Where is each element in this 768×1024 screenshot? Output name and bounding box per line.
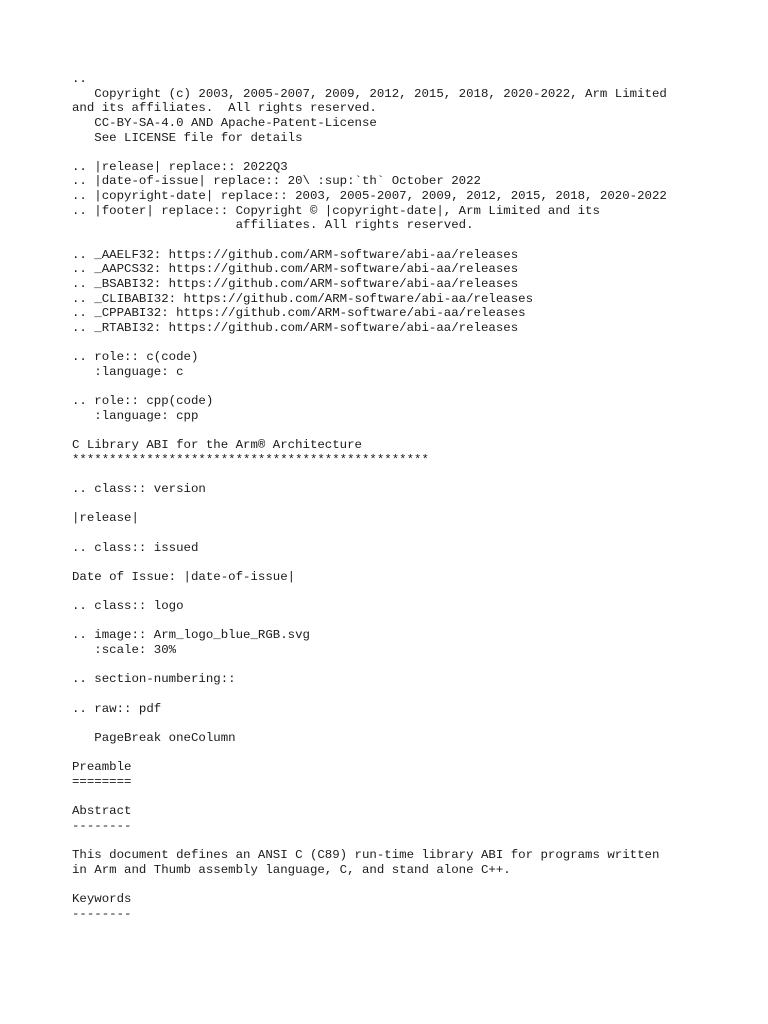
link-target-rtabi32: .. _RTABI32: https://github.com/ARM-software/abi-aa/releases <box>72 320 519 335</box>
class-logo-directive: .. class:: logo <box>72 599 184 614</box>
blank-line <box>72 877 732 892</box>
copyright-line: Copyright (c) 2003, 2005-2007, 2009, 2012, 2015, 2018, 2020-2022, Arm Limited <box>72 86 667 101</box>
role-c-directive: .. role:: c(code) <box>72 350 199 365</box>
footer-substitution: .. |footer| replace:: Copyright © |copyright-date|, Arm Limited and its <box>72 203 600 218</box>
abstract-heading: Abstract <box>72 804 132 819</box>
section-numbering-directive: .. section-numbering:: <box>72 672 236 687</box>
abstract-underline: -------- <box>72 818 132 833</box>
blank-line <box>72 526 732 541</box>
document-page <box>72 72 732 921</box>
release-substitution: .. |release| replace:: 2022Q3 <box>72 159 288 174</box>
link-target-aaelf32: .. _AAELF32: https://github.com/ARM-software/abi-aa/releases <box>72 247 519 262</box>
link-target-bsabi32: .. _BSABI32: https://github.com/ARM-software/abi-aa/releases <box>72 276 519 291</box>
keywords-heading: Keywords <box>72 891 132 906</box>
blank-line <box>72 833 732 848</box>
abstract-text-line-1: This document defines an ANSI C (C89) run-time library ABI for programs written <box>72 847 660 862</box>
pagebreak-line: PageBreak oneColumn <box>72 730 236 745</box>
abstract-text-line-2: in Arm and Thumb assembly language, C, and stand alone C++. <box>72 862 511 877</box>
link-target-clibabi32: .. _CLIBABI32: https://github.com/ARM-software/abi-aa/releases <box>72 291 534 306</box>
preamble-heading: Preamble <box>72 760 132 775</box>
blank-line <box>72 336 732 351</box>
link-target-aapcs32: .. _AAPCS32: https://github.com/ARM-software/abi-aa/releases <box>72 262 519 277</box>
role-cpp-directive: .. role:: cpp(code) <box>72 394 214 409</box>
role-c-language: :language: c <box>72 364 184 379</box>
image-scale-option: :scale: 30% <box>72 642 177 657</box>
preamble-underline: ======== <box>72 774 132 789</box>
footer-substitution-continued: affiliates. All rights reserved. <box>72 218 474 233</box>
date-of-issue-line: Date of Issue: |date-of-issue| <box>72 569 296 584</box>
image-directive: .. image:: Arm_logo_blue_RGB.svg <box>72 628 310 643</box>
blank-line <box>72 233 732 248</box>
class-version-directive: .. class:: version <box>72 481 206 496</box>
blank-line <box>72 555 732 570</box>
title-underline: ************************************************ <box>72 452 429 467</box>
raw-pdf-directive: .. raw:: pdf <box>72 701 162 716</box>
blank-line <box>72 145 732 160</box>
blank-line <box>72 658 732 673</box>
role-cpp-language: :language: cpp <box>72 408 199 423</box>
copyright-line-continued: and its affiliates. All rights reserved. <box>72 101 377 116</box>
comment-marker: .. <box>72 72 87 86</box>
blank-line <box>72 716 732 731</box>
license-note-line: See LICENSE file for details <box>72 130 303 145</box>
blank-line <box>72 423 732 438</box>
blank-line <box>72 467 732 482</box>
blank-line <box>72 745 732 760</box>
link-target-cppabi32: .. _CPPABI32: https://github.com/ARM-software/abi-aa/releases <box>72 306 526 321</box>
document-title: C Library ABI for the Arm® Architecture <box>72 438 362 453</box>
blank-line <box>72 789 732 804</box>
blank-line <box>72 584 732 599</box>
copyright-date-substitution: .. |copyright-date| replace:: 2003, 2005-2007, 2009, 2012, 2015, 2018, 2020-2022 <box>72 189 667 204</box>
keywords-underline: -------- <box>72 906 132 921</box>
date-of-issue-substitution: .. |date-of-issue| replace:: 20\ :sup:`th` October 2022 <box>72 174 481 189</box>
blank-line <box>72 379 732 394</box>
blank-line <box>72 614 732 629</box>
release-reference: |release| <box>72 511 139 526</box>
license-line: CC-BY-SA-4.0 AND Apache-Patent-License <box>72 115 377 130</box>
class-issued-directive: .. class:: issued <box>72 540 199 555</box>
blank-line <box>72 687 732 702</box>
blank-line <box>72 497 732 512</box>
